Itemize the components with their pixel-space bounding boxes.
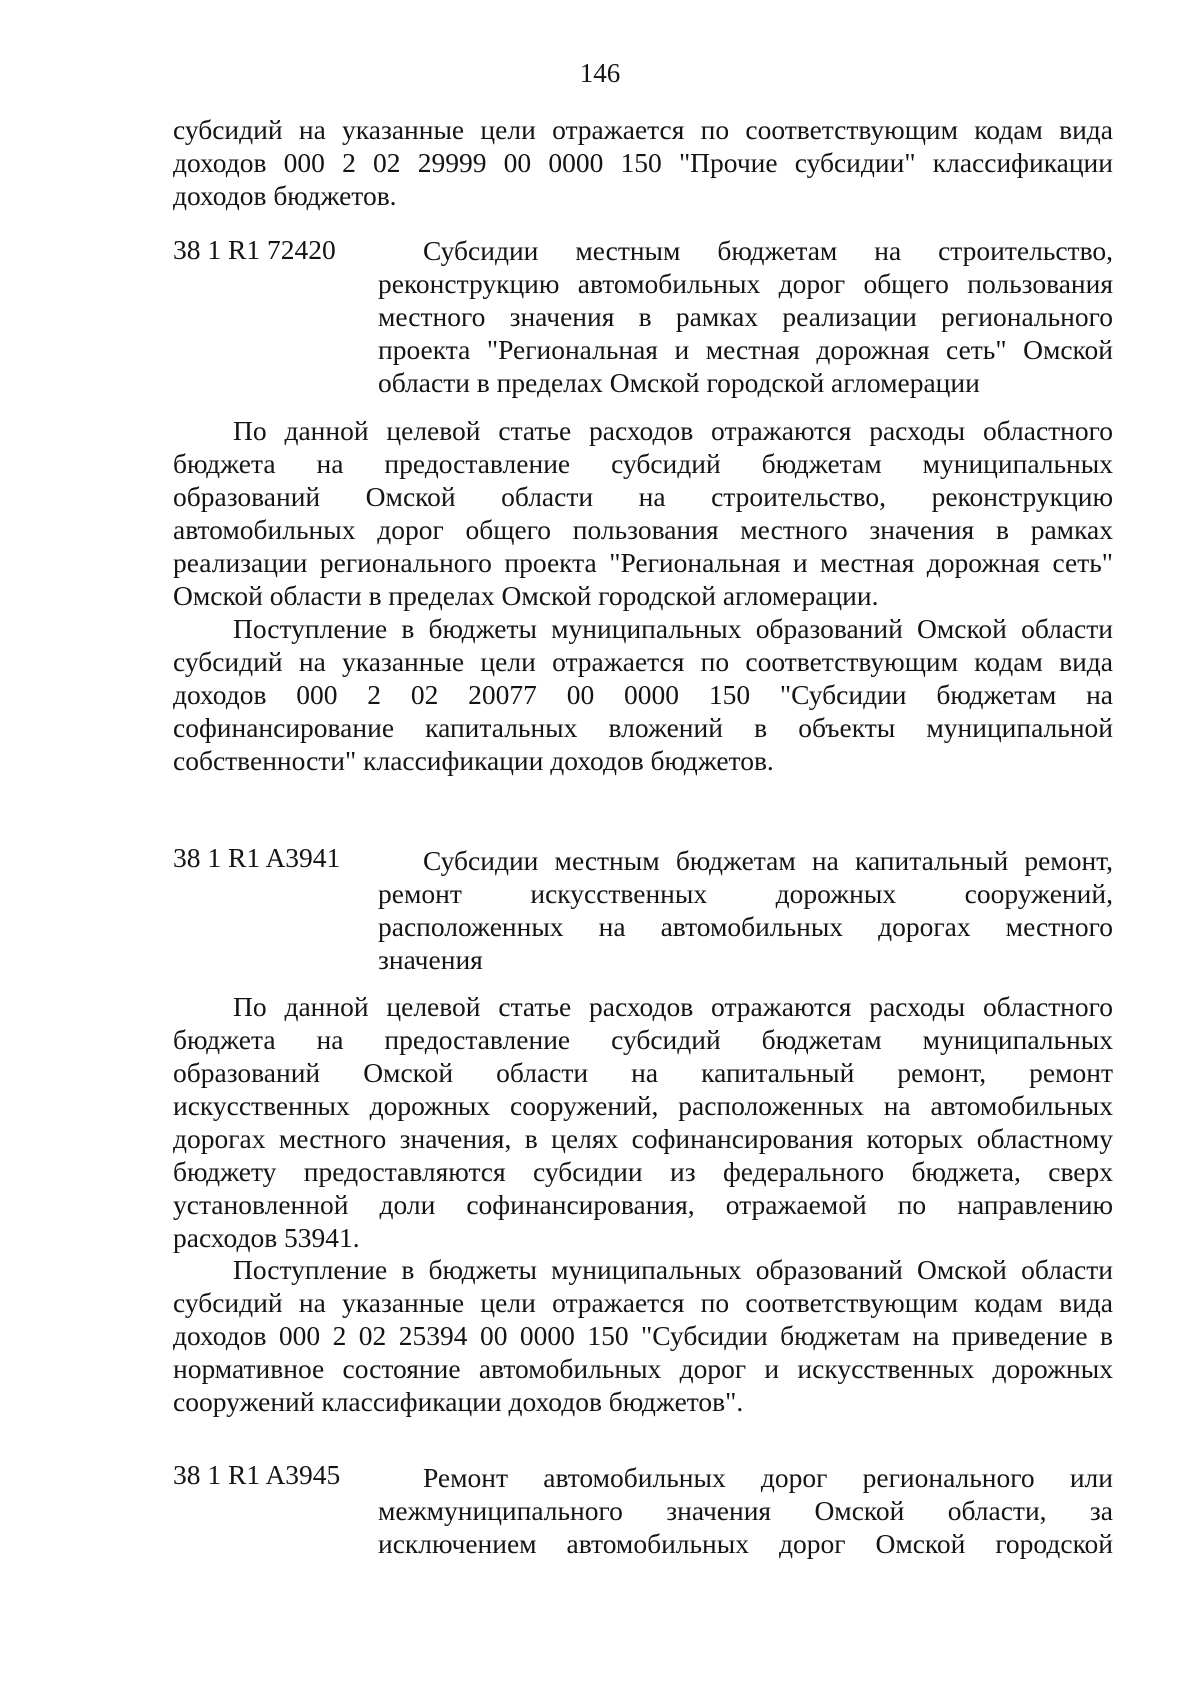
- target-code: 38 1 R1 A3941: [173, 842, 341, 873]
- text-line: субсидий на указанные цели отражается по соответствующим кодам вида: [173, 646, 1113, 677]
- text-line: доходов бюджетов.: [173, 180, 397, 211]
- title-line: местного значения в рамках реализации регионального: [378, 301, 1113, 332]
- target-code: 38 1 R1 72420: [173, 234, 336, 265]
- title-line: проекта "Региональная и местная дорожная сеть" Омской: [378, 334, 1113, 365]
- title-line: значения: [378, 944, 483, 975]
- title-line: реконструкцию автомобильных дорог общего пользования: [378, 268, 1113, 299]
- paragraph-income: [173, 612, 1113, 777]
- text-line: нормативное состояние автомобильных дорог и искусственных дорожных: [173, 1353, 1113, 1384]
- text-line: Поступление в бюджеты муниципальных образований Омской области: [233, 1254, 1113, 1285]
- text-line: бюджета на предоставление субсидий бюджетам муниципальных: [173, 448, 1113, 479]
- paragraph-continuation: [173, 113, 1113, 212]
- text-line: бюджету предоставляются субсидии из федерального бюджета, сверх: [173, 1156, 1113, 1187]
- text-line: доходов 000 2 02 25394 00 0000 150 "Субсидии бюджетам на приведение в: [173, 1320, 1113, 1351]
- page-number: 146: [579, 58, 621, 88]
- title-line: межмуниципального значения Омской области, за: [378, 1495, 1113, 1526]
- text-line: бюджета на предоставление субсидий бюджетам муниципальных: [173, 1024, 1113, 1055]
- title-line: расположенных на автомобильных дорогах местного: [378, 911, 1113, 942]
- text-line: По данной целевой статье расходов отражаются расходы областного: [233, 991, 1113, 1022]
- title-line: исключением автомобильных дорог Омской городской: [378, 1528, 1113, 1559]
- text-line: доходов 000 2 02 29999 00 0000 150 "Прочие субсидии" классификации: [173, 147, 1113, 178]
- entry-title: [378, 844, 1113, 976]
- text-line: искусственных дорожных сооружений, расположенных на автомобильных: [173, 1090, 1113, 1121]
- text-line: дорогах местного значения, в целях софинансирования которых областному: [173, 1123, 1113, 1154]
- text-line: Поступление в бюджеты муниципальных образований Омской области: [233, 613, 1113, 644]
- entry-title: [378, 1461, 1113, 1560]
- text-line: образований Омской области на строительство, реконструкцию: [173, 481, 1113, 512]
- text-line: установленной доли софинансирования, отражаемой по направлению: [173, 1189, 1113, 1220]
- text-line: расходов 53941.: [173, 1222, 360, 1253]
- text-line: По данной целевой статье расходов отражаются расходы областного: [233, 415, 1113, 446]
- text-line: субсидий на указанные цели отражается по соответствующим кодам вида: [173, 1287, 1113, 1318]
- text-line: образований Омской области на капитальный ремонт, ремонт: [173, 1057, 1113, 1088]
- text-line: реализации регионального проекта "Региональная и местная дорожная сеть": [173, 547, 1113, 578]
- title-line: области в пределах Омской городской агломерации: [378, 367, 980, 398]
- target-code: 38 1 R1 A3945: [173, 1459, 341, 1490]
- title-line: Субсидии местным бюджетам на капитальный ремонт,: [423, 845, 1113, 876]
- paragraph-income: [173, 1253, 1113, 1418]
- text-line: автомобильных дорог общего пользования местного значения в рамках: [173, 514, 1113, 545]
- title-line: ремонт искусственных дорожных сооружений,: [378, 878, 1113, 909]
- text-line: софинансирование капитальных вложений в объекты муниципальной: [173, 712, 1113, 743]
- text-line: собственности" классификации доходов бюджетов.: [173, 745, 774, 776]
- text-line: Омской области в пределах Омской городской агломерации.: [173, 580, 879, 611]
- text-line: субсидий на указанные цели отражается по соответствующим кодам вида: [173, 114, 1113, 145]
- title-line: Субсидии местным бюджетам на строительство,: [423, 235, 1113, 266]
- entry-title: [378, 234, 1113, 399]
- text-line: доходов 000 2 02 20077 00 0000 150 "Субсидии бюджетам на: [173, 679, 1113, 710]
- text-line: сооружений классификации доходов бюджетов".: [173, 1386, 744, 1417]
- title-line: Ремонт автомобильных дорог регионального или: [423, 1462, 1113, 1493]
- paragraph-expenses: [173, 414, 1113, 612]
- paragraph-expenses: [173, 990, 1113, 1254]
